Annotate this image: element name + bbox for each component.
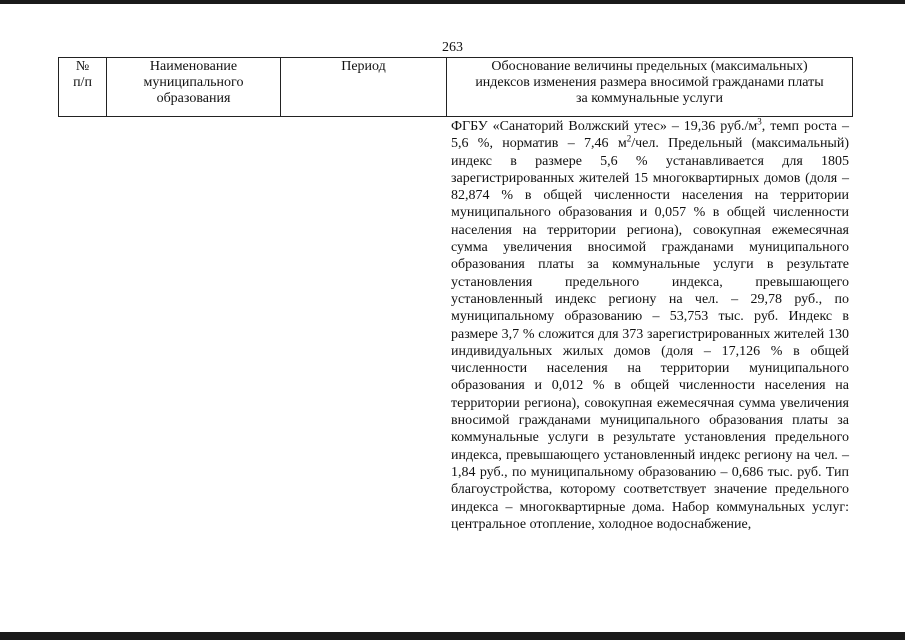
scan-border-bottom — [0, 632, 905, 640]
text-part-2: , темп роста – 5,6 %, норматив – 7,46 м — [451, 119, 849, 152]
column-header-period-label: Период — [341, 59, 386, 74]
column-header-municipality-label: Наименование муниципального образования — [143, 59, 244, 106]
column-header-justification-label: Обоснование величины предельных (максимальных) индексов изменения размера вносимой гражданами платы за коммунальные услуги — [475, 59, 824, 106]
header-row — [59, 58, 853, 117]
scan-border-top — [0, 0, 905, 4]
text-part-1: ФГБУ «Санаторий Волжский утес» – 19,36 руб./м — [451, 119, 758, 134]
column-header-number — [59, 58, 107, 117]
page-number: 263 — [442, 40, 463, 55]
header-table — [58, 57, 853, 117]
column-header-number-label: № п/п — [73, 59, 92, 90]
superscript-squared: 2 — [626, 133, 632, 144]
superscript-cubed: 3 — [757, 116, 762, 127]
column-header-period — [281, 58, 447, 117]
column-header-justification — [447, 58, 853, 117]
justification-text — [451, 118, 849, 533]
text-part-3: /чел. Предельный (максимальный) индекс в размере 5,6 % устанавливается для 1805 зарегистрированных жителей 15 многоквартирных домов (доля – 82,874 % в общей численности населения на территории муниципального образования и 0,057 % в общей численности населения на территории региона), совокупная ежемесячная сумма увеличения вносимой гражданами муниципального образования платы за коммунальные услуги в результате установления предельного индекса, превышающего установленный индекс региону на чел. – 29,78 руб., по муниципальному образованию – 53,753 тыс. руб. Индекс в размере 3,7 % сложится для 373 зарегистрированных жителей 130 индивидуальных жилых домов (доля – 17,126 % в общей численности населения на территории муниципального образования и 0,012 % в общей численности населения на территории региона), совокупная ежемесячная сумма увеличения вносимой гражданами муниципального образования платы за коммунальные услуги в результате установления предельного индекса, превышающего установленный индекс региону на чел. – 1,84 руб., по муниципальному образованию – 0,686 тыс. руб. Тип благоустройства, которому соответствует значение предельного индекса – многоквартирные дома. Набор коммунальных услуг: центральное отопление, холодное водоснабжение, — [451, 136, 849, 532]
column-header-municipality — [107, 58, 281, 117]
